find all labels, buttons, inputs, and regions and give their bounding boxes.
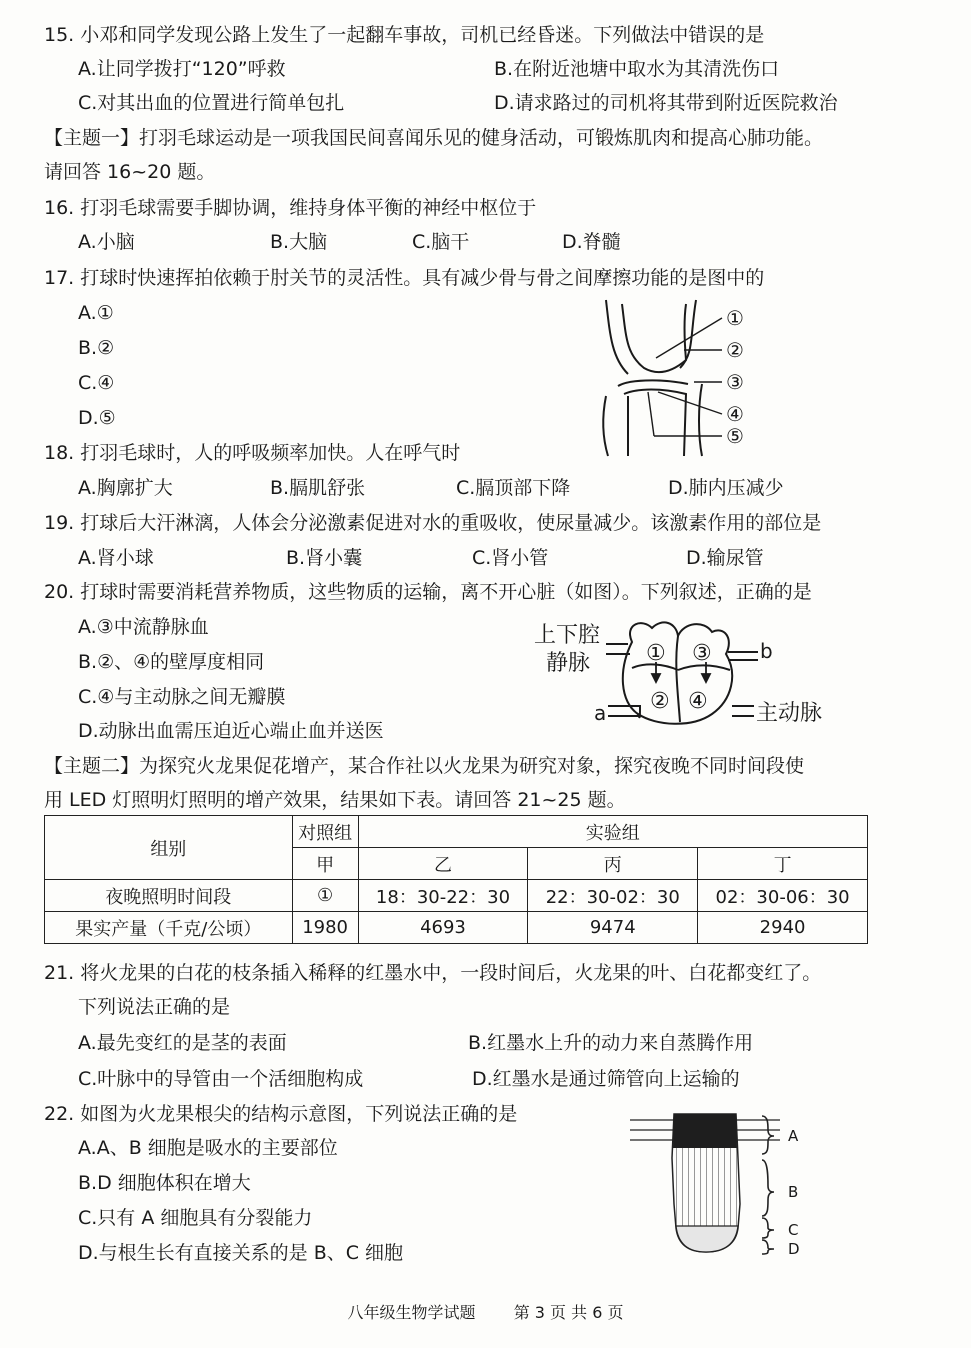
heart-chamber-1: ①: [646, 641, 666, 666]
table-group-bing: 丙: [528, 848, 698, 880]
joint-label-4: ④: [726, 402, 744, 426]
q18-option-b: B.膈肌舒张: [270, 477, 366, 499]
q19-option-b: B.肾小囊: [286, 547, 363, 569]
table-cell: ①: [292, 880, 358, 912]
heart-label-vena-cava-1: 上下腔: [534, 623, 601, 648]
table-group-jia: 甲: [292, 848, 358, 880]
q22-option-c: C.只有 A 细胞具有分裂能力: [78, 1207, 313, 1229]
root-label-d: D: [788, 1240, 800, 1258]
theme2-intro-line1: 【主题二】为探究火龙果促花增产，某合作社以火龙果为研究对象，探究夜晚不同时间段使: [44, 755, 805, 777]
table-group-ding: 丁: [698, 848, 868, 880]
table-row-label-yield: 果实产量（千克/公顷）: [45, 912, 293, 944]
q19-option-a: A.肾小球: [78, 547, 154, 569]
q20-option-d: D.动脉出血需压迫近心端止血并送医: [78, 720, 384, 742]
q19-option-c: C.肾小管: [472, 547, 549, 569]
q17-option-b: B.②: [78, 337, 115, 359]
table-cell: 02：30-06：30: [698, 880, 868, 912]
q16-stem: 16. 打羽毛球需要手脚协调，维持身体平衡的神经中枢位于: [44, 197, 537, 219]
q22-option-b: B.D 细胞体积在增大: [78, 1172, 251, 1194]
table-cell: 22：30-02：30: [528, 880, 698, 912]
q17-option-d: D.⑤: [78, 407, 116, 429]
table-cell: 18：30-22：30: [358, 880, 528, 912]
heart-label-b: b: [760, 639, 773, 663]
q19-stem: 19. 打球后大汗淋漓，人体会分泌激素促进对水的重吸收，使尿量减少。该激素作用的部位是: [44, 512, 822, 534]
footer-subject: 八年级生物学试题: [347, 1303, 476, 1322]
joint-diagram: [598, 296, 778, 460]
q15-stem: 15. 小邓和同学发现公路上发生了一起翻车事故，司机已经昏迷。下列做法中错误的是: [44, 24, 765, 46]
heart-label-vena-cava-2: 静脉: [546, 651, 591, 676]
heart-diagram: [528, 614, 848, 732]
theme2-intro-line2: 用 LED 灯照明灯照明的增产效果，结果如下表。请回答 21~25 题。: [44, 789, 626, 811]
q21-option-a: A.最先变红的是茎的表面: [78, 1032, 287, 1054]
q21-stem-line2: 下列说法正确的是: [78, 996, 231, 1018]
table-cell: 1980: [292, 912, 358, 944]
q18-option-c: C.膈顶部下降: [456, 477, 571, 499]
joint-label-3: ③: [726, 370, 744, 394]
q18-option-a: A.胸廓扩大: [78, 477, 173, 499]
table-header-group: 组别: [45, 816, 293, 880]
q15-option-b: B.在附近池塘中取水为其清洗伤口: [494, 58, 780, 80]
table-cell: 9474: [528, 912, 698, 944]
q21-option-d: D.红墨水是通过筛管向上运输的: [472, 1068, 740, 1090]
q18-option-d: D.肺内压减少: [668, 477, 784, 499]
theme1-intro-line2: 请回答 16~20 题。: [44, 161, 216, 183]
q21-stem-line1: 21. 将火龙果的白花的枝条插入稀释的红墨水中，一段时间后，火龙果的叶、白花都变红了。: [44, 962, 822, 984]
theme1-intro-line1: 【主题一】打羽毛球运动是一项我国民间喜闻乐见的健身活动，可锻炼肌肉和提高心肺功能。: [44, 127, 824, 149]
page-footer: [0, 1300, 971, 1323]
q18-stem: 18. 打羽毛球时，人的呼吸频率加快。人在呼气时: [44, 442, 461, 464]
q16-option-d: D.脊髓: [562, 231, 621, 253]
heart-label-a: a: [594, 701, 607, 725]
results-table: [44, 815, 868, 944]
q20-stem: 20. 打球时需要消耗营养物质，这些物质的运输，离不开心脏（如图）。下列叙述，正确的是: [44, 581, 812, 603]
q16-option-a: A.小脑: [78, 231, 135, 253]
table-header-experiment: 实验组: [358, 816, 867, 848]
heart-chamber-2: ②: [650, 689, 670, 714]
heart-chamber-4: ④: [688, 689, 708, 714]
q20-option-b: B.②、④的壁厚度相同: [78, 651, 265, 673]
q20-option-a: A.③中流静脉血: [78, 616, 209, 638]
q20-option-c: C.④与主动脉之间无瓣膜: [78, 686, 286, 708]
heart-label-aorta: 主动脉: [756, 701, 823, 726]
q17-option-c: C.④: [78, 372, 115, 394]
q16-option-c: C.脑干: [412, 231, 470, 253]
root-label-c: C: [788, 1221, 799, 1239]
root-tip-diagram: [628, 1108, 818, 1258]
table-cell: 2940: [698, 912, 868, 944]
q17-stem: 17. 打球时快速挥拍依赖于肘关节的灵活性。具有减少骨与骨之间摩擦功能的是图中的: [44, 267, 765, 289]
root-label-b: B: [788, 1183, 799, 1201]
table-cell: 4693: [358, 912, 528, 944]
table-group-yi: 乙: [358, 848, 528, 880]
q15-option-c: C.对其出血的位置进行简单包扎: [78, 92, 345, 114]
q16-option-b: B.大脑: [270, 231, 328, 253]
footer-page-number: 第 3 页 共 6 页: [513, 1303, 624, 1322]
q15-option-a: A.让同学拨打“120”呼救: [78, 58, 286, 80]
table-row-label-time: 夜晚照明时间段: [45, 880, 293, 912]
joint-label-2: ②: [726, 338, 744, 362]
q19-option-d: D.输尿管: [686, 547, 764, 569]
joint-label-1: ①: [726, 306, 744, 330]
q21-option-c: C.叶脉中的导管由一个活细胞构成: [78, 1068, 364, 1090]
q22-option-d: D.与根生长有直接关系的是 B、C 细胞: [78, 1242, 404, 1264]
q22-option-a: A.A、B 细胞是吸水的主要部位: [78, 1137, 338, 1159]
q17-option-a: A.①: [78, 302, 114, 324]
q22-stem: 22. 如图为火龙果根尖的结构示意图，下列说法正确的是: [44, 1103, 518, 1125]
table-header-control: 对照组: [292, 816, 358, 848]
q21-option-b: B.红墨水上升的动力来自蒸腾作用: [468, 1032, 754, 1054]
joint-label-5: ⑤: [726, 424, 744, 448]
root-label-a: A: [788, 1127, 799, 1145]
q15-option-d: D.请求路过的司机将其带到附近医院救治: [494, 92, 838, 114]
heart-chamber-3: ③: [692, 641, 712, 666]
